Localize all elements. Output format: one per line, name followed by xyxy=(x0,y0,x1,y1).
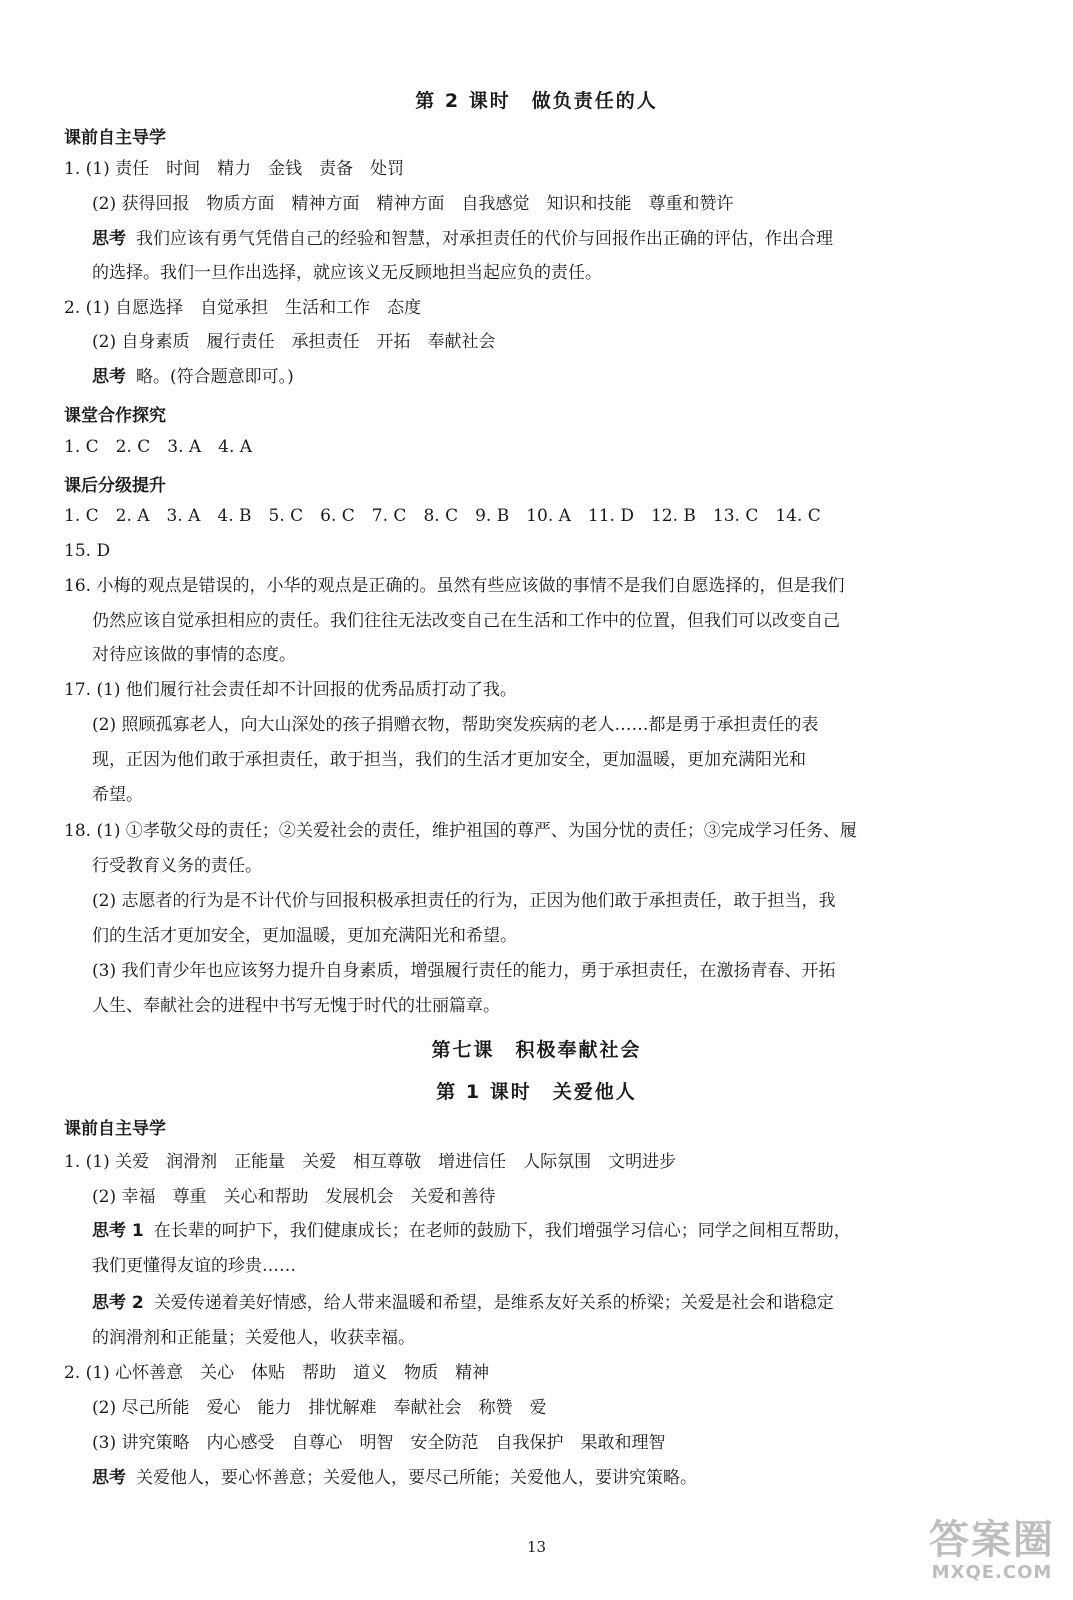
page-number: 13 xyxy=(526,1538,547,1556)
lesson-title: 第 2 课时 做负责任的人 xyxy=(415,90,658,112)
answer-line: 仍然应该自觉承担相应的责任。我们往往无法改变自己在生活和工作中的位置，但我们可以改变自己 xyxy=(92,611,840,631)
answer-line: 们的生活才更加安全，更加温暖，更加充满阳光和希望。 xyxy=(92,926,517,946)
section-heading: 课前自主导学 xyxy=(64,128,166,148)
answer-line xyxy=(92,1220,851,1242)
think-label: 思考 xyxy=(92,1468,126,1488)
answer-line: 1. (1) 责任 时间 精力 金钱 责备 处罚 xyxy=(64,159,405,179)
answer-line: (2) 志愿者的行为是不计代价与回报积极承担责任的行为，正因为他们敢于承担责任，敢于担当，我 xyxy=(92,891,836,911)
answer-line: 人生、奉献社会的进程中书写无愧于时代的壮丽篇章。 xyxy=(92,996,500,1016)
answer-line xyxy=(92,228,833,250)
answer-line: 1. C 2. A 3. A 4. B 5. C 6. C 7. C 8. C 9. B 10. A 11. D 12. B 13. C 14. C xyxy=(64,506,821,526)
think-label: 思考 xyxy=(92,229,126,249)
lesson-title: 第七课 积极奉献社会 xyxy=(431,1039,642,1061)
lesson-subtitle: 第 1 课时 关爱他人 xyxy=(436,1081,637,1103)
answer-line: 16. 小梅的观点是错误的，小华的观点是正确的。虽然有些应该做的事情不是我们自愿选择的，但是我们 xyxy=(64,576,845,596)
section-heading: 课前自主导学 xyxy=(64,1119,166,1139)
answer-line: 17. (1) 他们履行社会责任却不计回报的优秀品质打动了我。 xyxy=(64,680,517,700)
answer-text: 关爱他人，要心怀善意；关爱他人，要尽己所能；关爱他人，要讲究策略。 xyxy=(136,1468,697,1488)
answer-line: (3) 我们青少年也应该努力提升自身素质，增强履行责任的能力，勇于承担责任，在激扬青春、开拓 xyxy=(92,961,836,981)
answer-line xyxy=(92,1467,697,1489)
answer-text: 略。(符合题意即可。) xyxy=(136,367,294,387)
answer-line: 1. C 2. C 3. A 4. A xyxy=(64,437,253,457)
answer-line: 希望。 xyxy=(92,785,143,805)
think-label: 思考 xyxy=(92,367,126,387)
section-heading: 课堂合作探究 xyxy=(64,406,166,426)
watermark-url: MXQE.COM xyxy=(931,1562,1053,1583)
answer-line: (2) 幸福 尊重 关心和帮助 发展机会 关爱和善待 xyxy=(92,1187,496,1207)
answer-line: (2) 照顾孤寡老人，向大山深处的孩子捐赠衣物，帮助突发疾病的老人……都是勇于承担责任的表 xyxy=(92,715,819,735)
answer-line xyxy=(92,1292,834,1314)
answer-line: 15. D xyxy=(64,541,111,561)
answer-line: 18. (1) ①孝敬父母的责任；②关爱社会的责任，维护祖国的尊严、为国分忧的责任；③完成学习任务、履 xyxy=(64,821,857,841)
answer-line: 1. (1) 关爱 润滑剂 正能量 关爱 相互尊敬 增进信任 人际氛围 文明进步 xyxy=(64,1152,677,1172)
answer-text: 我们应该有勇气凭借自己的经验和智慧，对承担责任的代价与回报作出正确的评估，作出合理 xyxy=(136,229,833,249)
think-label: 思考 2 xyxy=(92,1293,144,1313)
answer-line: (2) 获得回报 物质方面 精神方面 精神方面 自我感觉 知识和技能 尊重和赞许 xyxy=(92,194,734,214)
answer-text: 在长辈的呵护下，我们健康成长；在老师的鼓励下，我们增强学习信心；同学之间相互帮助， xyxy=(153,1221,851,1241)
answer-line: (2) 尽己所能 爱心 能力 排忧解难 奉献社会 称赞 爱 xyxy=(92,1398,547,1418)
answer-line: 现，正因为他们敢于承担责任，敢于担当，我们的生活才更加安全，更加温暖，更加充满阳光和 xyxy=(92,750,806,770)
answer-line: (2) 自身素质 履行责任 承担责任 开拓 奉献社会 xyxy=(92,332,496,352)
answer-line: 的润滑剂和正能量；关爱他人，收获幸福。 xyxy=(92,1328,415,1348)
answer-line: 对待应该做的事情的态度。 xyxy=(92,645,296,665)
watermark-logo xyxy=(927,1518,1057,1590)
answer-line: 我们更懂得友谊的珍贵…… xyxy=(92,1256,296,1276)
answer-line: 2. (1) 心怀善意 关心 体贴 帮助 道义 物质 精神 xyxy=(64,1363,490,1383)
think-label: 思考 1 xyxy=(92,1221,144,1241)
watermark-text: 答案圈 xyxy=(929,1517,1055,1563)
section-heading: 课后分级提升 xyxy=(64,476,166,496)
answer-line: 2. (1) 自愿选择 自觉承担 生活和工作 态度 xyxy=(64,298,422,318)
answer-line: (3) 讲究策略 内心感受 自尊心 明智 安全防范 自我保护 果敢和理智 xyxy=(92,1433,666,1453)
answer-line xyxy=(92,366,294,388)
answer-line: 的选择。我们一旦作出选择，就应该义无反顾地担当起应负的责任。 xyxy=(92,263,602,283)
answer-line: 行受教育义务的责任。 xyxy=(92,856,262,876)
answer-text: 关爱传递着美好情感，给人带来温暖和希望，是维系友好关系的桥梁；关爱是社会和谐稳定 xyxy=(153,1293,834,1313)
